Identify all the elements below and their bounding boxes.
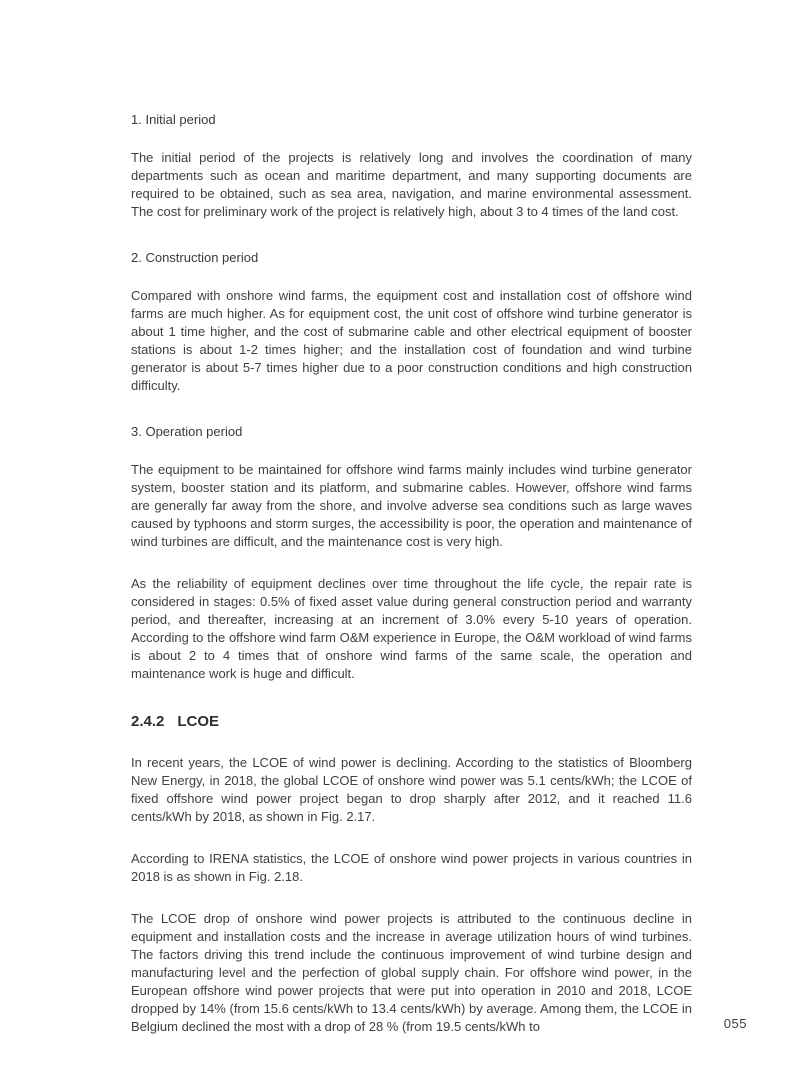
- list-subheading-construction-period: 2. Construction period: [131, 250, 259, 265]
- paragraph-operation-period-2: As the reliability of equipment declines over time throughout the life cycle, the repair rate is considered in stages: 0.5% of fixed asset value during general construction period and warranty period, and thereafter, increasing at an increment of 3.0% every 5-10 years of operation. According to the offshore wind farm O&M experience in Europe, the O&M workload of wind farms is about 2 to 4 times that of onshore wind farms of the same scale, the operation and maintenance work is huge and difficult.: [131, 576, 692, 681]
- paragraph-lcoe-1: In recent years, the LCOE of wind power is declining. According to the statistics of Bloomberg New Energy, in 2018, the global LCOE of onshore wind power was 5.1 cents/kWh; the LCOE of fixed offshore wind power project began to drop sharply after 2012, and it reached 11.6 cents/kWh by 2018, as shown in Fig. 2.17.: [131, 755, 692, 824]
- page-number: 055: [723, 1016, 747, 1031]
- paragraph-lcoe-2: According to IRENA statistics, the LCOE of onshore wind power projects in various countries in 2018 is as shown in Fig. 2.18.: [131, 851, 692, 884]
- list-subheading-initial-period: 1. Initial period: [131, 112, 216, 127]
- section-heading-lcoe: [131, 713, 692, 731]
- paragraph-operation-period-1: The equipment to be maintained for offshore wind farms mainly includes wind turbine generator system, booster station and its platform, and submarine cables. However, offshore wind farms are generally far away from the shore, and involve adverse sea conditions such as large waves caused by typhoons and storm surges, the accessibility is poor, the operation and maintenance of wind turbines are difficult, and the maintenance cost is very high.: [131, 462, 692, 549]
- paragraph-lcoe-3: The LCOE drop of onshore wind power projects is attributed to the continuous decline in equipment and installation costs and the increase in average utilization hours of wind turbines. The factors driving this trend include the continuous improvement of wind turbine design and manufacturing level and the perfection of global supply chain. For offshore wind power, in the European offshore wind power projects that were put into operation in 2010 and 2018, LCOE dropped by 14% (from 15.6 cents/kWh to 13.4 cents/kWh) by average. Among them, the LCOE in Belgium declined the most with a drop of 28 % (from 19.5 cents/kWh to: [131, 911, 692, 1034]
- paragraph-construction-period: Compared with onshore wind farms, the equipment cost and installation cost of offshore wind farms are much higher. As for equipment cost, the unit cost of offshore wind turbine generator is about 1 time higher, and the cost of submarine cable and other electrical equipment of booster stations is about 1-2 times higher; and the installation cost of foundation and wind turbine generator is about 5-7 times higher due to a poor construction conditions and high construction difficulty.: [131, 288, 692, 393]
- list-subheading-operation-period: 3. Operation period: [131, 424, 243, 439]
- section-heading-title: LCOE: [177, 713, 220, 730]
- paragraph-initial-period: The initial period of the projects is relatively long and involves the coordination of many departments such as ocean and maritime department, and many supporting documents are required to be obtained, such as sea area, navigation, and marine environmental assessment. The cost for preliminary work of the project is relatively high, about 3 to 4 times of the land cost.: [131, 150, 692, 219]
- page-text-column: [131, 112, 692, 1060]
- section-heading-number: 2.4.2: [131, 713, 165, 730]
